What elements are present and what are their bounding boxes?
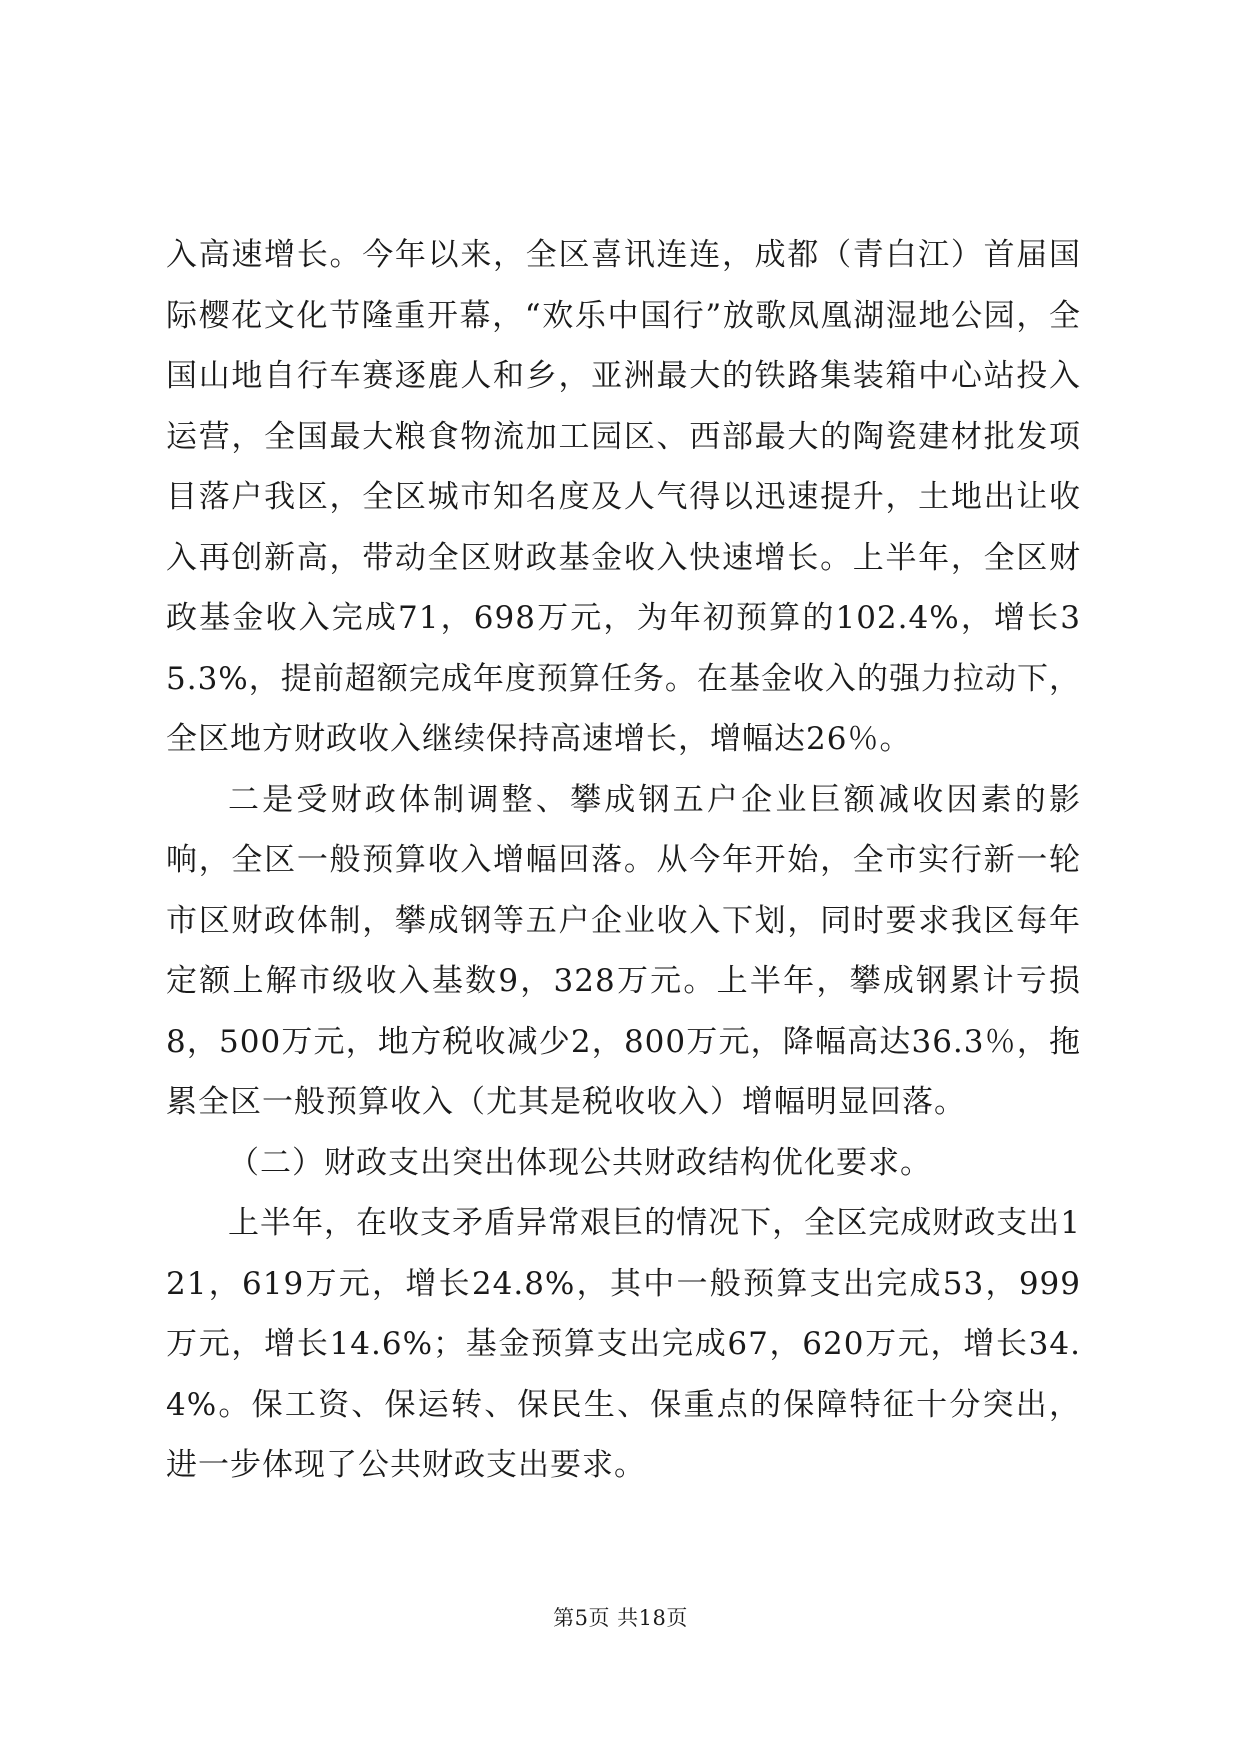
paragraph-3: 上半年，在收支矛盾异常艰巨的情况下，全区完成财政支出121，619万元，增长24.8%，其中一般预算支出完成53，999万元，增长14.6%；基金预算支出完成67，620万元，增长34.4%。保工资、保运转、保民生、保重点的保障特征十分突出，进一步体现了公共财政支出要求。	[166, 1205, 1081, 1483]
paragraph-2: 二是受财政体制调整、攀成钢五户企业巨额减收因素的影响，全区一般预算收入增幅回落。从今年开始，全市实行新一轮市区财政体制，攀成钢等五户企业收入下划，同时要求我区每年定额上解市级收入基数9，328万元。上半年，攀成钢累计亏损8，500万元，地方税收减少2，800万元，降幅高达36.3％，拖累全区一般预算收入（尤其是税收收入）增幅明显回落。	[166, 781, 1081, 1120]
paragraph-1: 入高速增长。今年以来，全区喜讯连连，成都（青白江）首届国际樱花文化节隆重开幕，“欢乐中国行”放歌凤凰湖湿地公园，全国山地自行车赛逐鹿人和乡，亚洲最大的铁路集装箱中心站投入运营，全国最大粮食物流加工园区、西部最大的陶瓷建材批发项目落户我区，全区城市知名度及人气得以迅速提升，土地出让收入再创新高，带动全区财政基金收入快速增长。上半年，全区财政基金收入完成71，698万元，为年初预算的102.4%，增长35.3%，提前超额完成年度预算任务。在基金收入的强力拉动下，全区地方财政收入继续保持高速增长，增幅达26％。	[166, 237, 1081, 757]
page-footer: 第5页 共18页	[553, 1606, 688, 1630]
section-heading: （二）财政支出突出体现公共财政结构优化要求。	[228, 1144, 932, 1181]
document-body	[166, 225, 1081, 1496]
